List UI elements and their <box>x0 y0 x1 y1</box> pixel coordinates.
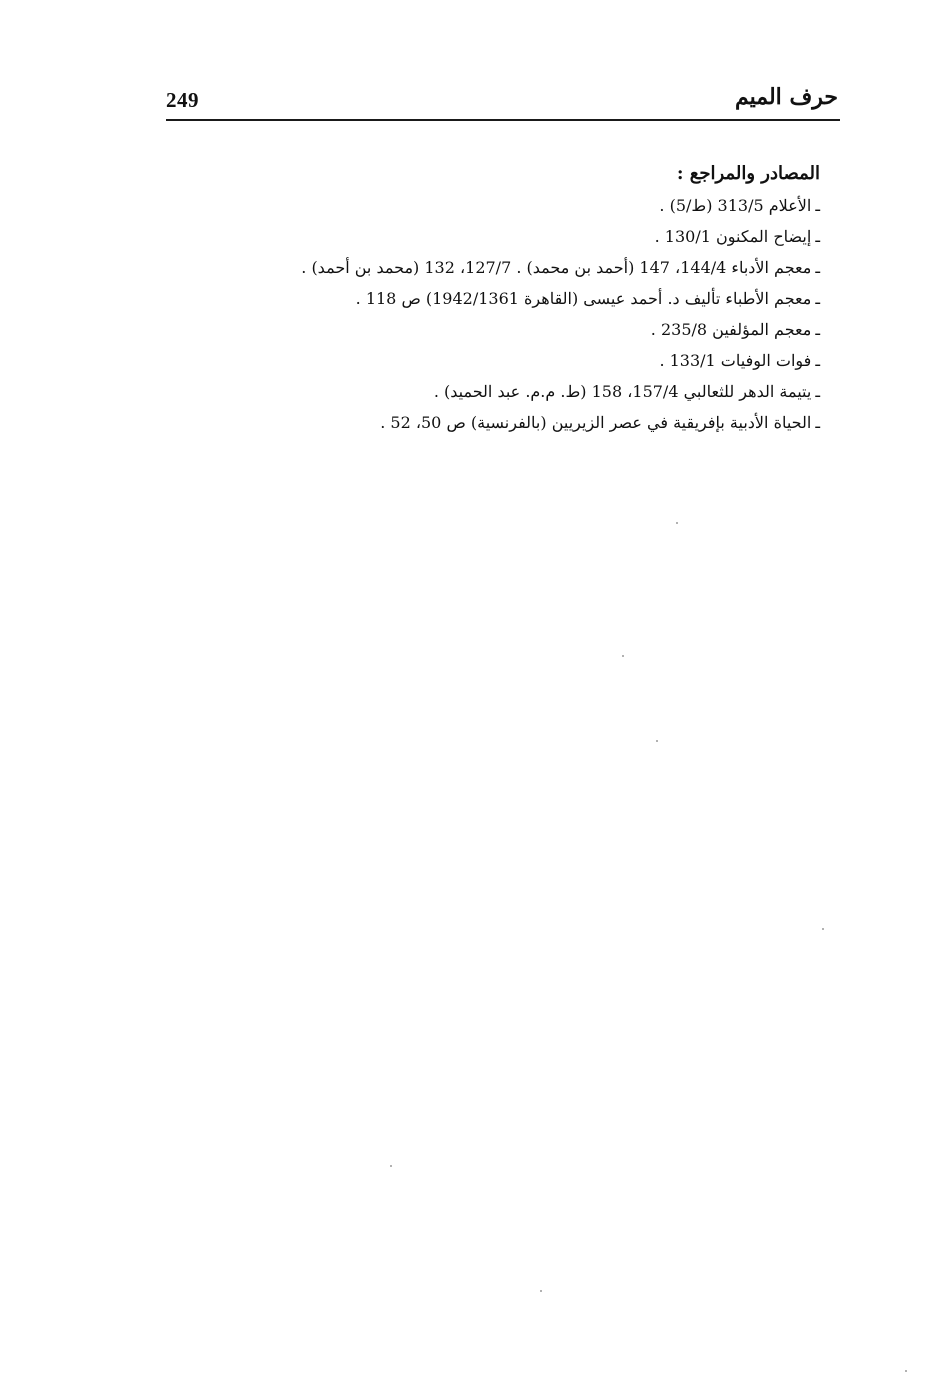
page-number: 249 <box>166 88 199 112</box>
reference-text: فوات الوفيات 133/1 . <box>659 351 812 370</box>
running-title: حرف الميم <box>734 84 838 110</box>
scan-speck <box>390 1165 392 1167</box>
reference-list <box>260 190 820 438</box>
reference-text: يتيمة الدهر للثعالبي 157/4، 158 (ط. م.م. عبد الحميد) . <box>433 382 812 401</box>
reference-item: ـيتيمة الدهر للثعالبي 157/4، 158 (ط. م.م. عبد الحميد) . <box>433 382 820 401</box>
section-heading: المصادر والمراجع : <box>676 163 820 184</box>
page-header <box>166 84 838 120</box>
scan-speck <box>622 655 624 657</box>
scan-speck <box>540 1290 542 1292</box>
reference-text: معجم المؤلفين 235/8 . <box>650 320 812 339</box>
references-section <box>260 158 820 438</box>
reference-item: ـفوات الوفيات 133/1 . <box>659 351 820 370</box>
reference-item: ـمعجم الأطباء تأليف د. أحمد عيسى (القاهرة 1942/1361) ص 118 . <box>355 289 820 308</box>
reference-text: الأعلام 313/5 (ط/5) . <box>659 196 812 215</box>
reference-text: إيضاح المكنون 130/1 . <box>654 227 812 246</box>
reference-text: معجم الأدباء 144/4، 147 (أحمد بن محمد) . 127/7، 132 (محمد بن أحمد) . <box>301 258 812 277</box>
header-rule <box>166 119 840 121</box>
scan-speck <box>656 740 658 742</box>
scan-speck <box>905 1370 907 1372</box>
scan-speck <box>676 522 678 524</box>
reference-item: ـالأعلام 313/5 (ط/5) . <box>659 196 820 215</box>
reference-item: ـالحياة الأدبية بإفريقية في عصر الزيريين (بالفرنسية) ص 50، 52 . <box>380 413 820 432</box>
reference-item: ـإيضاح المكنون 130/1 . <box>654 227 820 246</box>
reference-item: ـمعجم الأدباء 144/4، 147 (أحمد بن محمد) . 127/7، 132 (محمد بن أحمد) . <box>301 258 820 277</box>
scan-speck <box>822 928 824 930</box>
reference-text: الحياة الأدبية بإفريقية في عصر الزيريين (بالفرنسية) ص 50، 52 . <box>380 413 812 432</box>
reference-item: ـمعجم المؤلفين 235/8 . <box>650 320 820 339</box>
reference-text: معجم الأطباء تأليف د. أحمد عيسى (القاهرة 1942/1361) ص 118 . <box>355 289 812 308</box>
